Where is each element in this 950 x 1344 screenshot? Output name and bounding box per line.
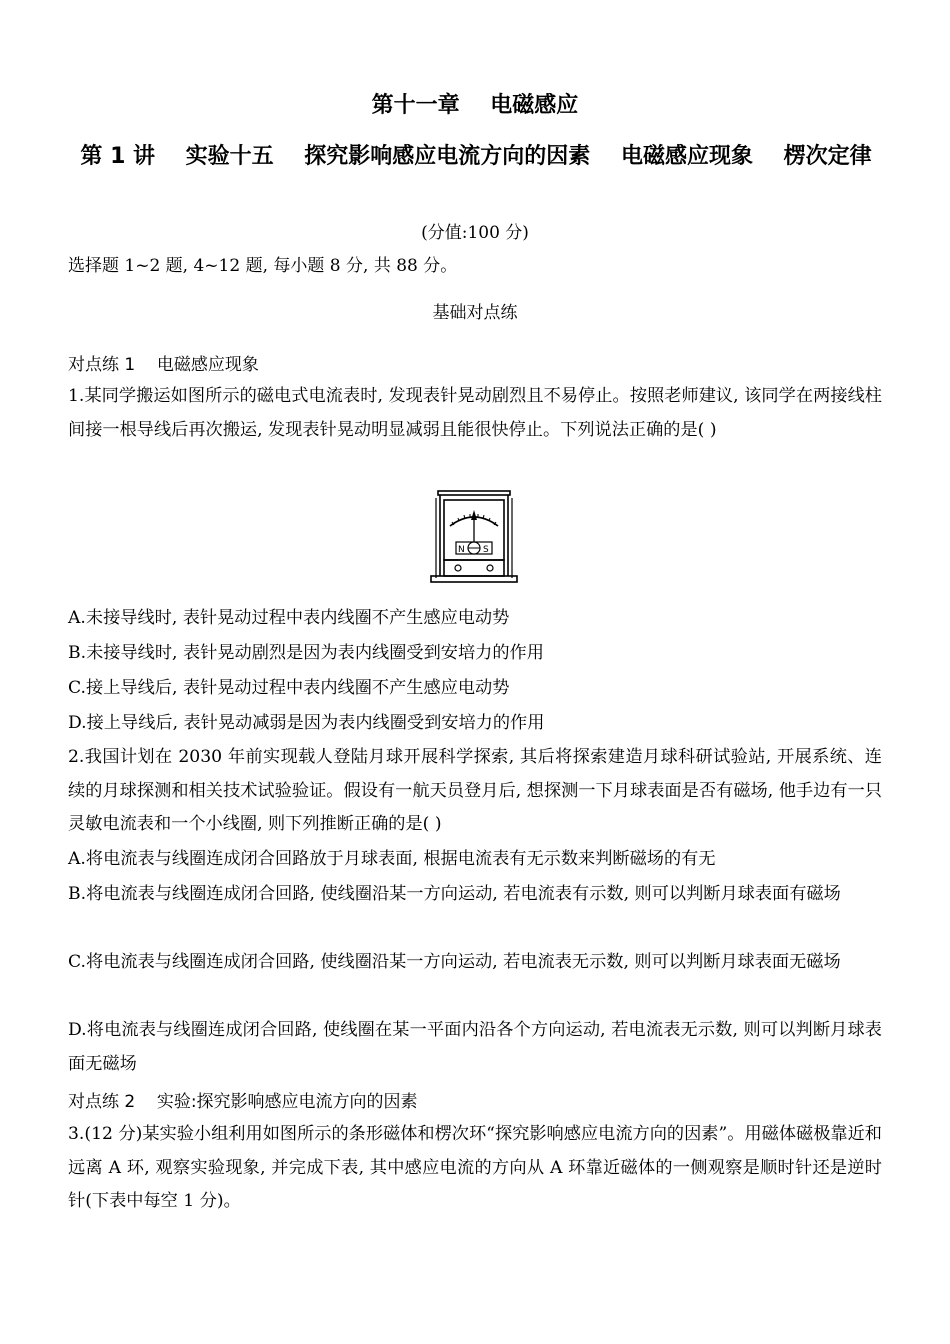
lecture-title: 第 1 讲 实验十五 探究影响感应电流方向的因素 电磁感应现象 楞次定律 (80, 144, 872, 169)
ammeter-figure (428, 488, 520, 588)
score-note: (分值:100 分) (421, 223, 529, 243)
question-3-stem: 3.(12 分)某实验小组利用如图所示的条形磁体和楞次环“探究影响感应电流方向的因素”。用磁体磁极靠近和远离 A 环, 观察实验现象, 并完成下表, 其中感应电流的方向从 A 环靠近磁体的一侧观察是顺时针还是逆时针(下表中每空 1 分)。 (68, 1124, 882, 1211)
question-1-option-d: D.接上导线后, 表针晃动减弱是因为表内线圈受到安培力的作用 (68, 713, 545, 733)
magnet-s-label: S (483, 545, 489, 555)
magnet-n-label: N (458, 545, 465, 555)
question-2-option-c: C.将电流表与线圈连成闭合回路, 使线圈沿某一方向运动, 若电流表无示数, 则可以判断月球表面无磁场 (68, 952, 841, 972)
question-2-option-b: B.将电流表与线圈连成闭合回路, 使线圈沿某一方向运动, 若电流表有示数, 则可以判断月球表面有磁场 (68, 884, 841, 904)
question-2-stem: 2.我国计划在 2030 年前实现载人登陆月球开展科学探索, 其后将探索建造月球科研试验站, 开展系统、连续的月球探测和相关技术试验验证。假设有一航天员登月后, 想探测一下月球表面是否有磁场, 他手边有一只灵敏电流表和一个小线圈, 则下列推断正确的是( ) (68, 747, 882, 834)
question-1-option-a: A.未接导线时, 表针晃动过程中表内线圈不产生感应电动势 (68, 608, 510, 628)
question-2-option-d: D.将电流表与线圈连成闭合回路, 使线圈在某一平面内沿各个方向运动, 若电流表无示数, 则可以判断月球表面无磁场 (68, 1020, 882, 1074)
chapter-title: 第十一章 电磁感应 (371, 93, 579, 118)
question-1-stem: 1.某同学搬运如图所示的磁电式电流表时, 发现表针晃动剧烈且不易停止。按照老师建议, 该同学在两接线柱间接一根导线后再次搬运, 发现表针晃动明显减弱且能很快停止。下列说法正确的是( ) (68, 386, 882, 440)
topic-heading-2: 对点练 2 实验:探究影响感应电流方向的因素 (68, 1092, 418, 1112)
question-1-option-b: B.未接导线时, 表针晃动剧烈是因为表内线圈受到安培力的作用 (68, 643, 544, 663)
topic-heading-1: 对点练 1 电磁感应现象 (68, 355, 259, 375)
question-2-option-a: A.将电流表与线圈连成闭合回路放于月球表面, 根据电流表有无示数来判断磁场的有无 (68, 849, 716, 869)
instructions: 选择题 1~2 题, 4~12 题, 每小题 8 分, 共 88 分。 (68, 256, 458, 276)
section-heading: 基础对点练 (432, 303, 518, 323)
question-1-option-c: C.接上导线后, 表针晃动过程中表内线圈不产生感应电动势 (68, 678, 510, 698)
